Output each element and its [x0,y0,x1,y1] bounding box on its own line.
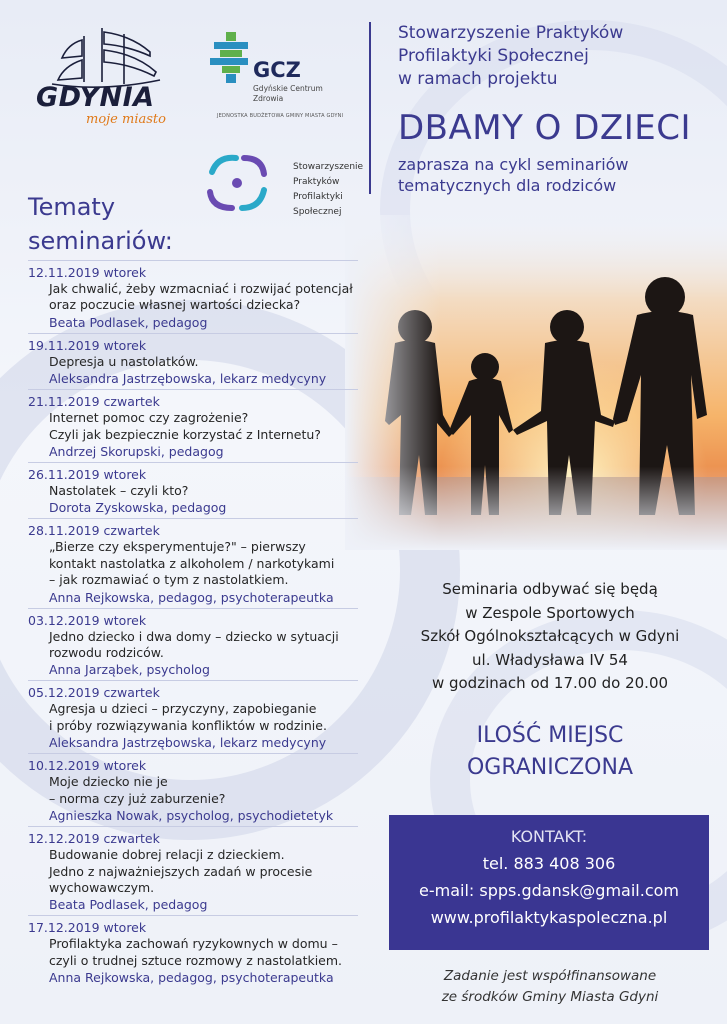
limited-seats-line: ILOŚĆ MIEJSC [476,723,624,748]
seminar-divider [28,333,358,334]
seminar-title-line: Moje dziecko nie je [49,774,168,790]
contact-heading: KONTAKT: [510,827,588,846]
seminar-divider [28,915,358,916]
seminar-speaker: Aleksandra Jastrzębowska, lekarz medycyny [49,371,327,387]
seminar-divider [28,260,358,261]
funding-note [385,966,715,1008]
family-sunset-photo [345,215,727,550]
seminar-item [28,612,373,679]
seminar-title-line: – jak rozmawiać o tym z nastolatkiem. [49,572,289,588]
topics-heading [28,190,173,258]
gcz-subtitle: Zdrowia [253,94,284,103]
gdynia-tagline: moje miasto [86,112,166,127]
contact-email[interactable]: e-mail: spps.gdansk@gmail.com [419,881,679,900]
venue-line: Szkół Ogólnokształcących w Gdyni [420,627,680,645]
venue-line: ul. Władysława IV 54 [472,650,628,669]
gcz-cross-icon [208,30,258,86]
funding-line: ze środków Gminy Miasta Gdyni [441,989,659,1005]
header-org-line: Profilaktyki Społecznej [398,46,589,66]
spps-logo-text: Praktyków [293,177,340,187]
seminar-speaker: Agnieszka Nowak, psycholog, psychodietetyk [49,808,334,824]
seminar-title-line: oraz poczucie własnej wartości dziecka? [49,297,301,313]
seminar-item [28,337,373,387]
seminar-title-line: Profilaktyka zachowań ryzykownych w domu – [49,936,338,952]
seminar-speaker: Anna Rejkowska, pedagog, psychoterapeutka [49,970,334,986]
seminar-speaker: Beata Podlasek, pedagog [49,897,208,913]
project-title: DBAMY O DZIECI [398,108,691,148]
seminar-divider [28,518,358,519]
seminar-divider [28,753,358,754]
seminar-divider [28,680,358,681]
seminar-date: 17.12.2019 wtorek [28,920,147,936]
contact-box [389,815,709,950]
seminar-title-line: i próby rozwiązywania konfliktów w rodzinie. [49,717,327,733]
seminar-title-line: – norma czy już zaburzenie? [49,790,226,806]
seminar-title-line: Czyli jak bezpiecznie korzystać z Internetu? [49,426,321,442]
spps-logo-text: Stowarzyszenie [293,162,364,172]
seminar-date: 19.11.2019 wtorek [28,337,147,353]
seminar-item [28,757,373,824]
seminar-speaker: Anna Rejkowska, pedagog, psychoterapeutka [49,589,334,605]
header-invite-line: tematycznych dla rodziców [398,176,617,195]
seminar-item [28,393,373,460]
seminar-title-line: Budowanie dobrej relacji z dzieckiem. [49,847,285,863]
topics-heading-line: Tematy [28,193,116,221]
seminar-item [28,919,373,986]
header-org-line: w ramach projektu [398,69,558,89]
seminar-title-line: czyli o trudnej sztuce rozmowy z nastolatkiem. [49,952,343,968]
seminar-item [28,830,373,913]
seminar-date: 26.11.2019 wtorek [28,467,147,483]
seminar-title-line: rozwodu rodziców. [49,645,164,661]
seminar-speaker: Beata Podlasek, pedagog [49,314,208,330]
seminar-speaker: Andrzej Skorupski, pedagog [49,444,224,460]
seminar-divider [28,608,358,609]
seminar-divider [28,826,358,827]
seminar-title-line: Jedno z najważniejszych zadań w procesie [49,863,313,879]
venue-line: w godzinach od 17.00 do 20.00 [431,674,669,692]
seminar-item [28,684,373,751]
venue-line: Seminaria odbywać się będą [442,580,658,598]
seminar-title-line: wychowawczym. [49,879,155,895]
seminar-date: 28.11.2019 czwartek [28,523,160,539]
limited-seats-line: OGRANICZONA [466,755,633,780]
gcz-footer-note: JEDNOSTKA BUDŻETOWA GMINY MIASTA GDYNI [217,113,344,119]
seminar-date: 03.12.2019 wtorek [28,612,147,628]
spps-logo-text: Profilaktyki [293,192,343,202]
limited-seats-notice [385,720,715,784]
seminar-date: 10.12.2019 wtorek [28,758,147,774]
seminar-item [28,522,373,605]
spps-hands-icon [198,150,276,216]
funding-line: Zadanie jest współfinansowane [443,968,657,984]
venue-info [385,578,715,696]
seminar-title-line: Agresja u dzieci – przyczyny, zapobieganie [49,701,317,717]
header-org-line: Stowarzyszenie Praktyków [398,23,624,43]
venue-line: w Zespole Sportowych [465,603,635,622]
seminar-item [28,466,373,516]
seminar-list [28,264,373,992]
seminar-date: 21.11.2019 czwartek [28,394,160,410]
seminar-title-line: Jak chwalić, żeby wzmacniać i rozwijać potencjał [49,281,353,296]
seminar-speaker: Aleksandra Jastrzębowska, lekarz medycyny [49,735,327,751]
seminar-title-line: Jedno dziecko i dwa domy – dziecko w sytuacji [49,628,339,644]
seminar-speaker: Dorota Zyskowska, pedagog [49,500,227,516]
contact-phone[interactable]: tel. 883 408 306 [482,854,616,873]
seminar-divider [28,462,358,463]
seminar-divider [28,389,358,390]
contact-website-link[interactable]: www.profilaktykaspoleczna.pl [430,908,668,927]
header-invite-line: zaprasza na cykl seminariów [398,155,629,174]
seminar-title-line: Internet pomoc czy zagrożenie? [49,410,249,426]
seminar-date: 05.12.2019 czwartek [28,685,160,701]
seminar-date: 12.12.2019 czwartek [28,831,160,847]
header-divider [369,22,371,194]
gdynia-wordmark: GDYNIA [36,82,155,113]
seminar-title-line: Depresja u nastolatków. [49,353,199,369]
topics-heading-line: seminariów: [28,227,173,255]
gcz-subtitle: Gdyńskie Centrum [253,84,323,93]
seminar-title-line: kontakt nastolatka z alkoholem / narkotykami [49,555,335,571]
seminar-speaker: Anna Jarząbek, psycholog [49,662,210,678]
seminar-title-line: Nastolatek – czyli kto? [49,483,189,499]
gcz-title: GCZ [253,58,301,82]
seminar-title-line: „Bierze czy eksperymentuje?" – pierwszy [49,539,306,555]
seminar-item [28,264,373,331]
seminar-date: 12.11.2019 wtorek [28,265,147,280]
spps-logo-text: Społecznej [293,207,342,217]
